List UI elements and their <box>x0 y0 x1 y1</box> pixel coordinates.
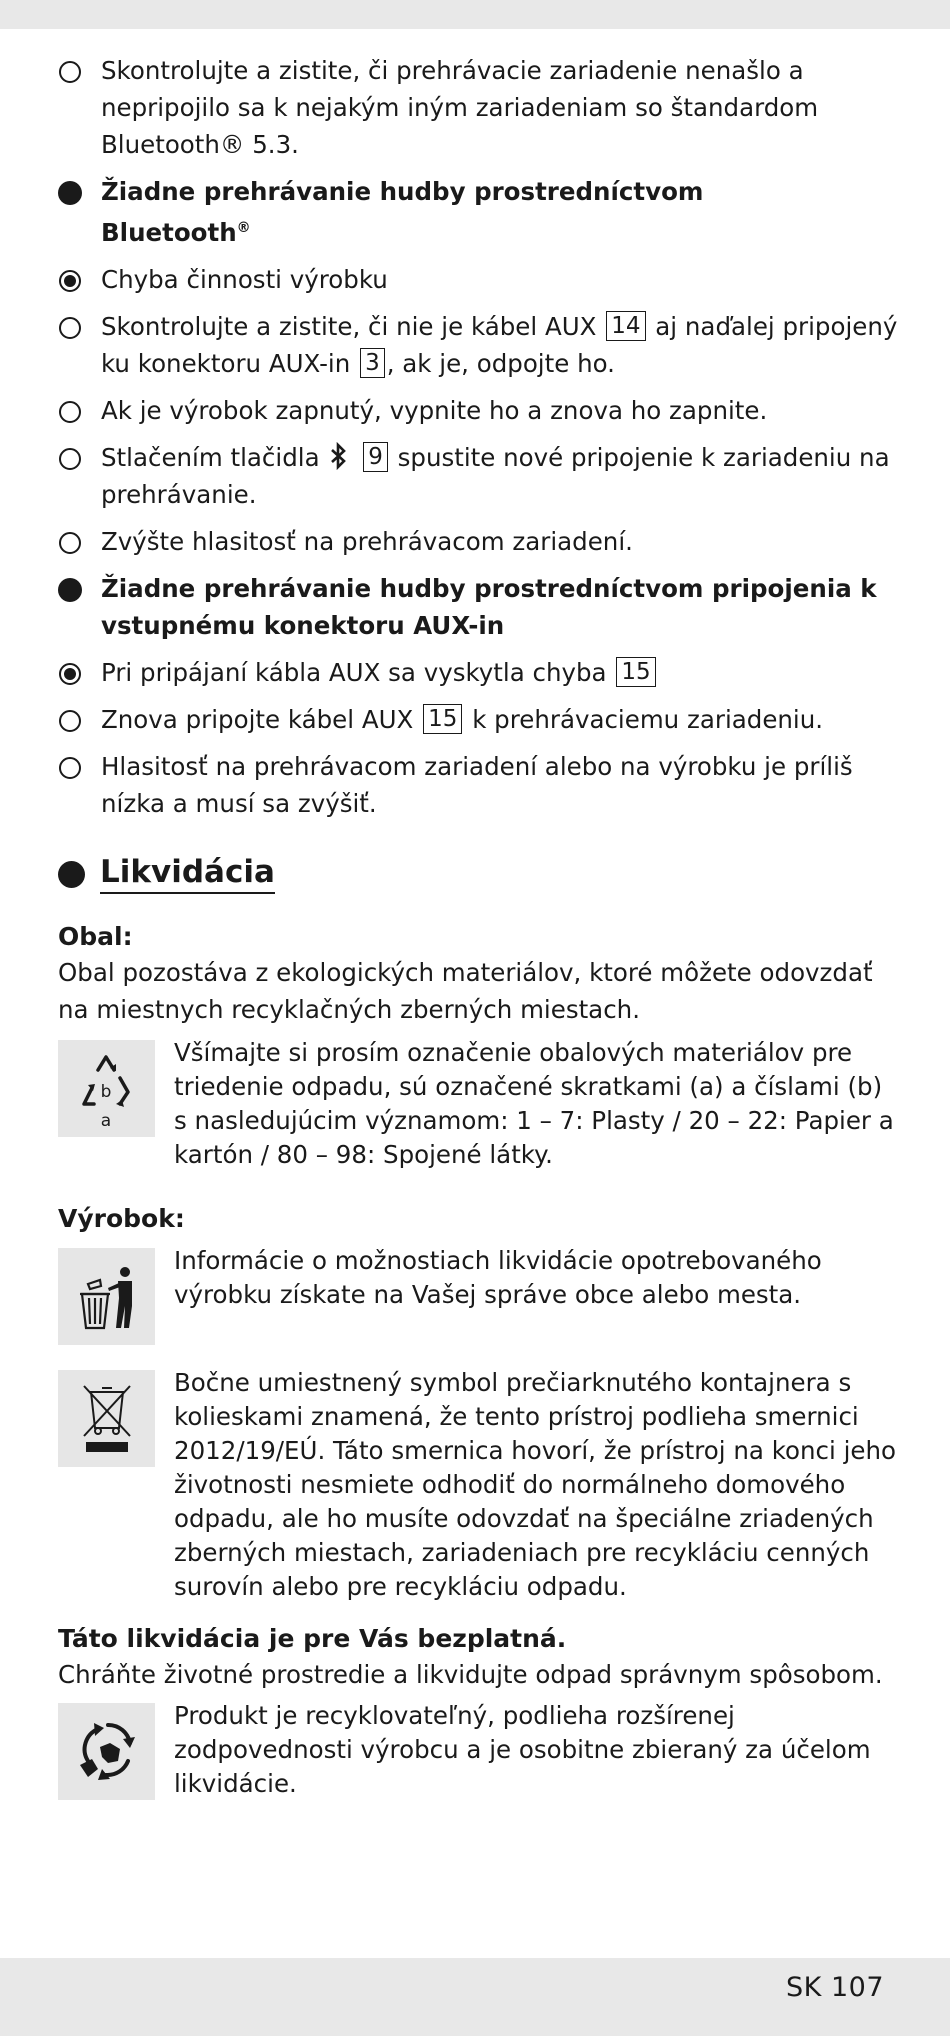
weee-text: Bočne umiestnený symbol prečiarknutého kontajnera s kolieskami znamená, že tento prístroj podlieha smernici 2012/19/EÚ. Táto smernica hovorí, že prístroj na konci jeho životnosti nesmiete odhodiť do normálneho domového odpadu, ale ho musíte odovzdať na špeciálne zriadených zberných miestach, zariadeniach pre recykláciu cenných surovín alebo pre recykláciu odpadu. <box>174 1368 897 1602</box>
reference-number: 15 <box>616 657 655 687</box>
solid-circle-bullet <box>58 861 85 888</box>
product-info-row <box>58 1244 898 1348</box>
reference-number: 14 <box>606 311 645 341</box>
top-band <box>0 0 950 29</box>
open-circle-bullet <box>59 401 81 423</box>
section-heading-disposal <box>58 852 898 892</box>
dotted-circle-bullet <box>59 270 81 292</box>
fix-text: Hlasitosť na prehrávacom zariadení alebo na výrobku je príliš nízka a musí sa zvýšiť. <box>101 752 853 819</box>
recycle-arrows-hand-icon <box>58 1703 155 1800</box>
problem-heading <box>58 173 898 251</box>
open-circle-bullet <box>59 710 81 732</box>
page-content <box>58 52 898 1801</box>
reference-number: 3 <box>360 348 385 378</box>
reference-number: 15 <box>423 704 462 734</box>
fix-item <box>58 701 898 738</box>
cause-text: Pri pripájaní kábla AUX sa vyskytla chyba <box>101 658 607 688</box>
problem-title-line2: Bluetooth <box>101 218 237 248</box>
open-circle-bullet <box>59 532 81 554</box>
section-title: Likvidácia <box>100 854 275 894</box>
check-text: Skontrolujte a zistite, či prehrávacie zariadenie nenašlo a nepripojilo sa k nejakým iným zariadeniam so štandardom Bluetooth® 5.3. <box>101 56 819 159</box>
recyclable-text: Produkt je recyklovateľný, podlieha rozšírenej zodpovednosti výrobcu a je osobitne zbieraný za účelom likvidácie. <box>174 1701 871 1799</box>
fix-text: aj naďalej pripojený ku konektoru AUX-in <box>101 312 898 379</box>
fix-text: Zvýšte hlasitosť na prehrávacom zariadení. <box>101 527 633 557</box>
fix-text: Skontrolujte a zistite, či nie je kábel AUX <box>101 312 597 342</box>
packaging-note-text: Všímajte si prosím označenie obalových materiálov pre triedenie odpadu, sú označené skratkami (a) a číslami (b) s nasledujúcim významom: 1 – 7: Plasty / 20 – 22: Papier a kartón / 80 – 98: Spojené látky. <box>174 1038 894 1170</box>
packaging-heading: Obal: <box>58 922 133 952</box>
open-circle-bullet <box>59 317 81 339</box>
fix-text: k prehrávaciemu zariadeniu. <box>472 705 824 735</box>
crossed-wheelie-bin-icon <box>58 1370 155 1467</box>
trash-bin-person-icon <box>58 1248 155 1345</box>
cause-item <box>58 261 898 298</box>
cause-item <box>58 654 898 691</box>
fix-text: Znova pripojte kábel AUX <box>101 705 414 735</box>
cause-text: Chyba činnosti výrobku <box>101 265 388 295</box>
recyclable-row <box>58 1699 898 1801</box>
check-item <box>58 52 898 163</box>
environment-text: Chráňte životné prostredie a likvidujte odpad správnym spôsobom. <box>58 1660 883 1690</box>
dotted-circle-bullet <box>59 663 81 685</box>
fix-text: , ak je, odpojte ho. <box>386 349 615 379</box>
open-circle-bullet <box>59 61 81 83</box>
weee-row <box>58 1366 898 1604</box>
fix-item <box>58 748 898 822</box>
free-disposal-heading: Táto likvidácia je pre Vás bezplatná. <box>58 1624 567 1654</box>
open-circle-bullet <box>59 757 81 779</box>
problem-title: Žiadne prehrávanie hudby prostredníctvom pripojenia k vstupnému konektoru AUX-in <box>101 574 877 641</box>
solid-circle-bullet <box>58 181 82 205</box>
svg-text:b: b <box>100 1082 112 1103</box>
problem-title-line1: Žiadne prehrávanie hudby prostredníctvom <box>101 177 704 206</box>
fix-text: Ak je výrobok zapnutý, vypnite ho a znova ho zapnite. <box>101 396 768 426</box>
fix-item <box>58 439 898 513</box>
packaging-text: Obal pozostáva z ekologických materiálov, ktoré môžete odovzdať na miestnych recyklačných zberných miestach. <box>58 958 873 1025</box>
fix-item <box>58 308 898 382</box>
recycling-triangle-icon <box>58 1040 155 1137</box>
fix-text: Stlačením tlačidla <box>101 443 320 473</box>
page-number: SK 107 <box>786 1972 884 2003</box>
product-info-text: Informácie o možnostiach likvidácie opotrebovaného výrobku získate na Vašej správe obce alebo mesta. <box>174 1246 822 1310</box>
open-circle-bullet <box>59 448 81 470</box>
product-heading: Výrobok: <box>58 1204 185 1234</box>
bluetooth-icon <box>329 442 347 470</box>
fix-item <box>58 392 898 429</box>
problem-heading <box>58 570 898 644</box>
solid-circle-bullet <box>58 578 82 602</box>
registered-mark: ® <box>236 220 251 236</box>
reference-number: 9 <box>363 442 388 472</box>
svg-text:a: a <box>100 1111 112 1132</box>
packaging-note-row <box>58 1036 898 1172</box>
fix-text: spustite nové pripojenie k zariadeniu na prehrávanie. <box>101 443 890 510</box>
fix-item <box>58 523 898 560</box>
